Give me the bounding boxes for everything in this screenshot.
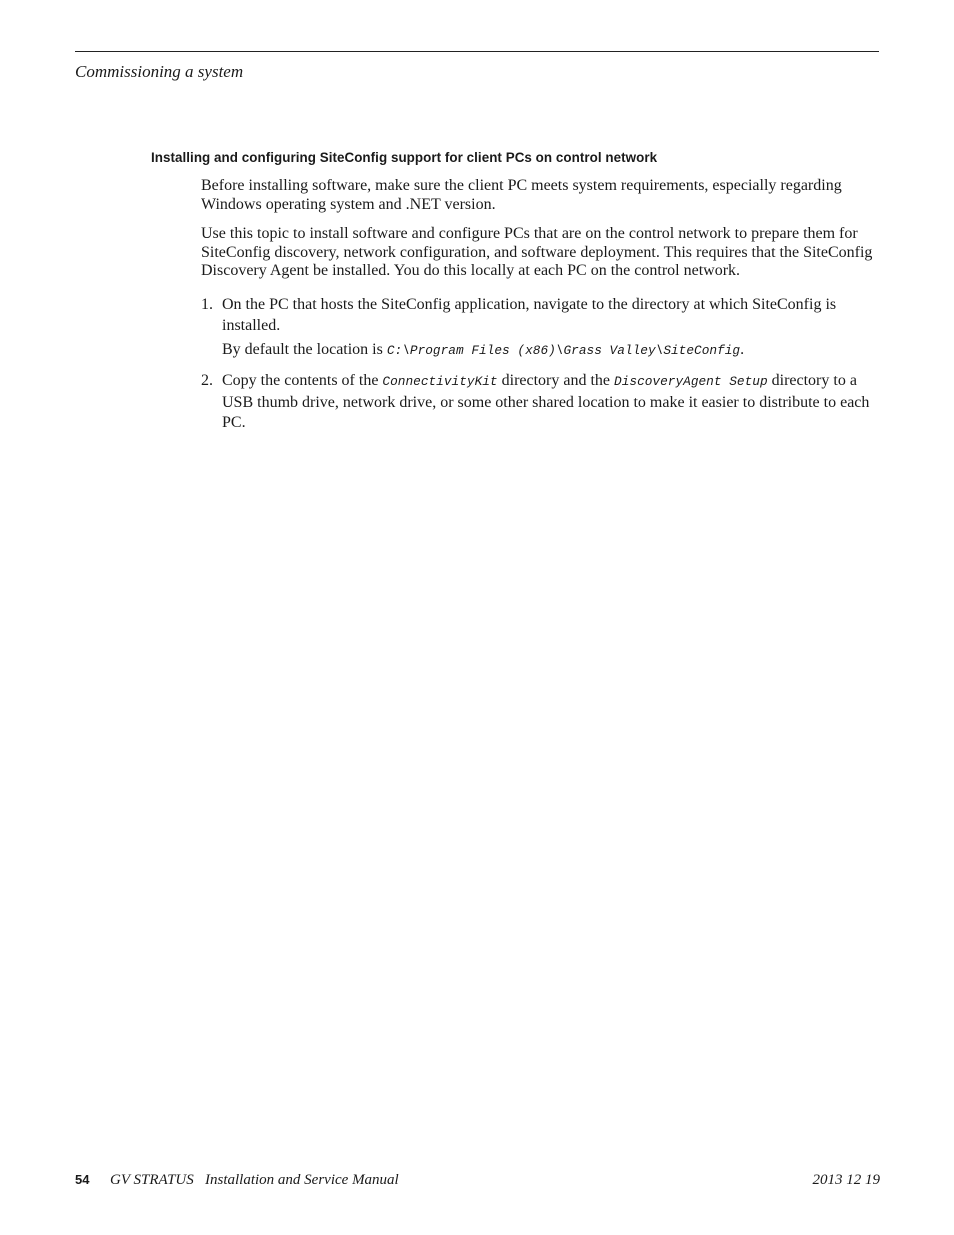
step-text-a: Copy the contents of the: [222, 372, 383, 389]
step-text-c: directory to a USB thumb drive, network drive, or some other shared location to make it easier to distribute to each PC.: [222, 372, 870, 431]
step-number: 1.: [201, 296, 213, 313]
step-number: 2.: [201, 372, 213, 389]
note-prefix: By default the location is: [222, 341, 387, 358]
discoveryagent-setup-code: DiscoveryAgent Setup: [614, 374, 768, 389]
note-suffix: .: [740, 341, 745, 358]
intro-paragraph: Before installing software, make sure the client PC meets system requirements, especially regarding Windows operating system and .NET version.: [201, 177, 842, 213]
step-text-b: directory and the: [497, 372, 615, 389]
section-heading: Installing and configuring SiteConfig support for client PCs on control network: [151, 150, 658, 165]
install-path-code: C:\Program Files (x86)\Grass Valley\SiteConfig: [386, 343, 741, 358]
running-header: Commissioning a system: [75, 62, 244, 81]
step-note: [222, 340, 881, 362]
page-footer: [75, 1172, 880, 1189]
connectivitykit-code: ConnectivityKit: [382, 374, 498, 389]
manual-title: GV STRATUS Installation and Service Manual: [110, 1172, 399, 1188]
step-2: [201, 371, 881, 434]
document-date: 2013 12 19: [812, 1172, 880, 1188]
step-1: [201, 295, 881, 362]
header-rule: [75, 51, 879, 52]
page-number: 54: [75, 1172, 90, 1187]
purpose-paragraph: Use this topic to install software and configure PCs that are on the control network to prepare them for SiteConfig discovery, network configuration, and software deployment. This requires that the SiteConfig Discovery Agent be installed. You do this locally at each PC on the control network.: [201, 225, 873, 279]
step-text: On the PC that hosts the SiteConfig application, navigate to the directory at which SiteConfig is installed.: [222, 296, 837, 334]
step-text: [222, 371, 881, 434]
